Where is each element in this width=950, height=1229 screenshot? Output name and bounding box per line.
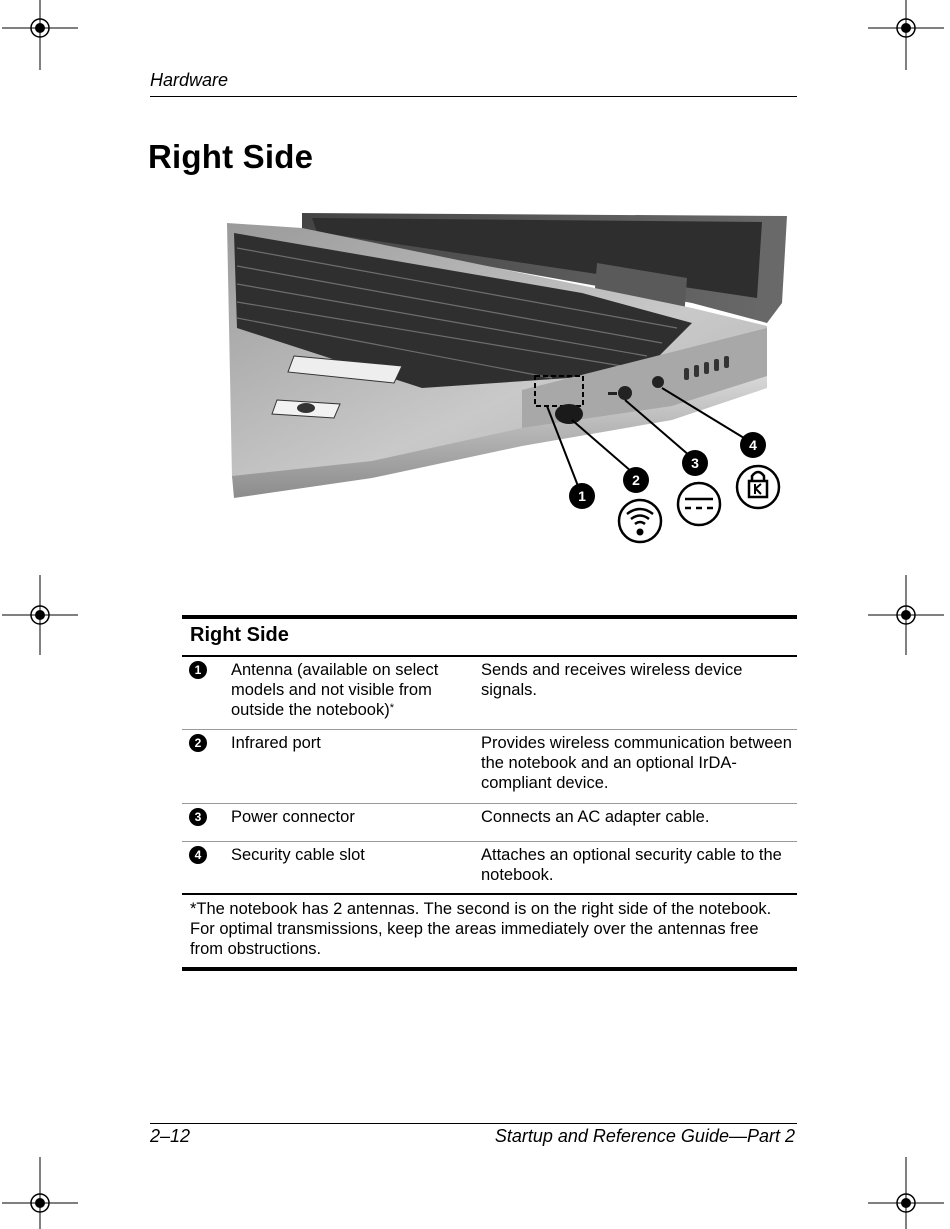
registration-mark-icon <box>866 575 946 655</box>
registration-mark-icon <box>0 0 80 70</box>
callout-3 <box>682 450 708 476</box>
table-footnote: *The notebook has 2 antennas. The second is on the right side of the notebook. For optimal transmissions, keep the areas immediately over the antennas free from obstructions. <box>190 900 772 958</box>
row-number-badge: 2 <box>189 734 207 752</box>
registration-mark-icon <box>866 1149 946 1229</box>
component-description: Connects an AC adapter cable. <box>481 808 710 826</box>
component-description: Attaches an optional security cable to the notebook. <box>481 846 782 884</box>
registration-mark-icon <box>0 575 80 655</box>
registration-mark-icon <box>0 1149 80 1229</box>
power-connector-icon <box>678 483 720 525</box>
table-row <box>182 657 797 729</box>
laptop-right-side-illustration <box>222 208 802 558</box>
header-rule <box>150 96 797 97</box>
callout-2 <box>623 467 649 493</box>
footnote-marker: * <box>389 702 394 714</box>
page-number: 2–12 <box>150 1126 191 1146</box>
component-name <box>231 660 471 720</box>
table-bottom-rule <box>182 967 797 971</box>
running-head: Hardware <box>150 70 229 90</box>
component-description: Provides wireless communication between the notebook and an optional IrDA-compliant device. <box>481 734 792 792</box>
table-row <box>182 730 797 803</box>
callout-4-label: 4 <box>749 437 757 453</box>
callout-1 <box>569 483 595 509</box>
table-row <box>182 842 797 893</box>
callout-2-label: 2 <box>632 472 640 488</box>
right-side-table <box>182 615 797 971</box>
table-row <box>182 804 797 841</box>
wireless-icon <box>619 500 661 542</box>
callout-4 <box>740 432 766 458</box>
component-text: Antenna (available on select models and not visible from outside the notebook) <box>231 661 439 719</box>
table-title: Right Side <box>190 624 289 646</box>
footer-rule <box>150 1123 797 1124</box>
callout-3-label: 3 <box>691 455 699 471</box>
component-description: Sends and receives wireless device signals. <box>481 661 743 699</box>
row-number-badge: 4 <box>189 846 207 864</box>
callout-1-label: 1 <box>578 488 586 504</box>
guide-title: Startup and Reference Guide—Part 2 <box>494 1126 795 1146</box>
row-number-badge: 3 <box>189 808 207 826</box>
row-number-badge: 1 <box>189 661 207 679</box>
page-title: Right Side <box>148 138 314 175</box>
registration-mark-icon <box>866 0 946 70</box>
component-name: Power connector <box>231 808 355 826</box>
security-lock-icon <box>737 466 779 508</box>
component-name: Infrared port <box>231 734 321 752</box>
component-name: Security cable slot <box>231 846 365 864</box>
